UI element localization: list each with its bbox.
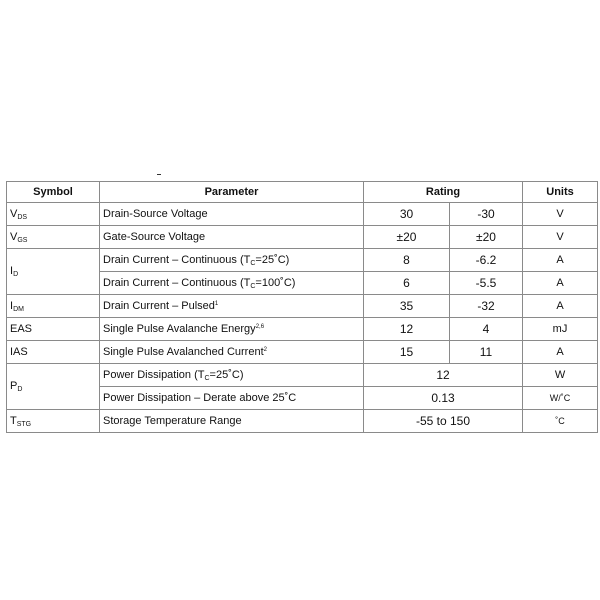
rating-cell: 0.13 bbox=[364, 387, 523, 410]
scan-mark bbox=[157, 174, 161, 175]
unit-cell: A bbox=[523, 341, 598, 364]
parameter-cell: Gate-Source Voltage bbox=[100, 226, 364, 249]
symbol-cell: $P_D$ bbox=[7, 364, 100, 410]
rating-n-cell: 8 bbox=[364, 249, 450, 272]
unit-cell: A bbox=[523, 249, 598, 272]
table-row bbox=[7, 226, 598, 249]
symbol-cell: $I_{DM}$ bbox=[7, 295, 100, 318]
rating-n-cell: 15 bbox=[364, 341, 450, 364]
rating-p-cell: -5.5 bbox=[450, 272, 523, 295]
unit-cell: A bbox=[523, 272, 598, 295]
parameter-header: Parameter bbox=[100, 182, 364, 203]
unit-cell: V bbox=[523, 226, 598, 249]
parameter-cell: Drain Current – Continuous $(T_C=25˚C)$ bbox=[100, 249, 364, 272]
symbol-cell: IAS bbox=[7, 341, 100, 364]
unit-cell: W bbox=[523, 364, 598, 387]
parameter-cell: Single Pulse Avalanche Energy$^{2,6}$ bbox=[100, 318, 364, 341]
parameter-cell: Drain-Source Voltage bbox=[100, 203, 364, 226]
table-row bbox=[7, 364, 598, 387]
parameter-cell: Drain Current – Pulsed$^1$ bbox=[100, 295, 364, 318]
rating-p-cell: ±20 bbox=[450, 226, 523, 249]
symbol-cell: $V_{DS}$ bbox=[7, 203, 100, 226]
parameter-cell: Storage Temperature Range bbox=[100, 410, 364, 433]
symbol-header: Symbol bbox=[7, 182, 100, 203]
table-header-row bbox=[7, 182, 598, 203]
symbol-cell: EAS bbox=[7, 318, 100, 341]
symbol-cell: $I_D$ bbox=[7, 249, 100, 295]
parameter-cell: Single Pulse Avalanched Current$^2$ bbox=[100, 341, 364, 364]
rating-cell: -55 to 150 bbox=[364, 410, 523, 433]
unit-cell: W/˚C bbox=[523, 387, 598, 410]
parameter-cell: Power Dissipation – Derate above 25˚C bbox=[100, 387, 364, 410]
table-row bbox=[7, 295, 598, 318]
parameter-cell: Power Dissipation $(T_C=25˚C)$ bbox=[100, 364, 364, 387]
rating-n-cell: 12 bbox=[364, 318, 450, 341]
rating-n-cell: ±20 bbox=[364, 226, 450, 249]
rating-p-cell: -32 bbox=[450, 295, 523, 318]
rating-header: Rating bbox=[364, 182, 523, 203]
unit-cell: mJ bbox=[523, 318, 598, 341]
rating-n-cell: 30 bbox=[364, 203, 450, 226]
rating-n-cell: 35 bbox=[364, 295, 450, 318]
rating-p-cell: 11 bbox=[450, 341, 523, 364]
rating-n-cell: 6 bbox=[364, 272, 450, 295]
table-row bbox=[7, 249, 598, 272]
absolute-maximum-ratings-table bbox=[6, 181, 598, 433]
table-row bbox=[7, 341, 598, 364]
rating-p-cell: -6.2 bbox=[450, 249, 523, 272]
rating-p-cell: -30 bbox=[450, 203, 523, 226]
symbol-cell: $T_{STG}$ bbox=[7, 410, 100, 433]
unit-cell: V bbox=[523, 203, 598, 226]
table-row bbox=[7, 203, 598, 226]
table-row bbox=[7, 318, 598, 341]
symbol-cell: $V_{GS}$ bbox=[7, 226, 100, 249]
units-header: Units bbox=[523, 182, 598, 203]
unit-cell: A bbox=[523, 295, 598, 318]
table-row bbox=[7, 410, 598, 433]
parameter-cell: Drain Current – Continuous $(T_C=100˚C)$ bbox=[100, 272, 364, 295]
unit-cell: ˚C bbox=[523, 410, 598, 433]
rating-cell: 12 bbox=[364, 364, 523, 387]
rating-p-cell: 4 bbox=[450, 318, 523, 341]
